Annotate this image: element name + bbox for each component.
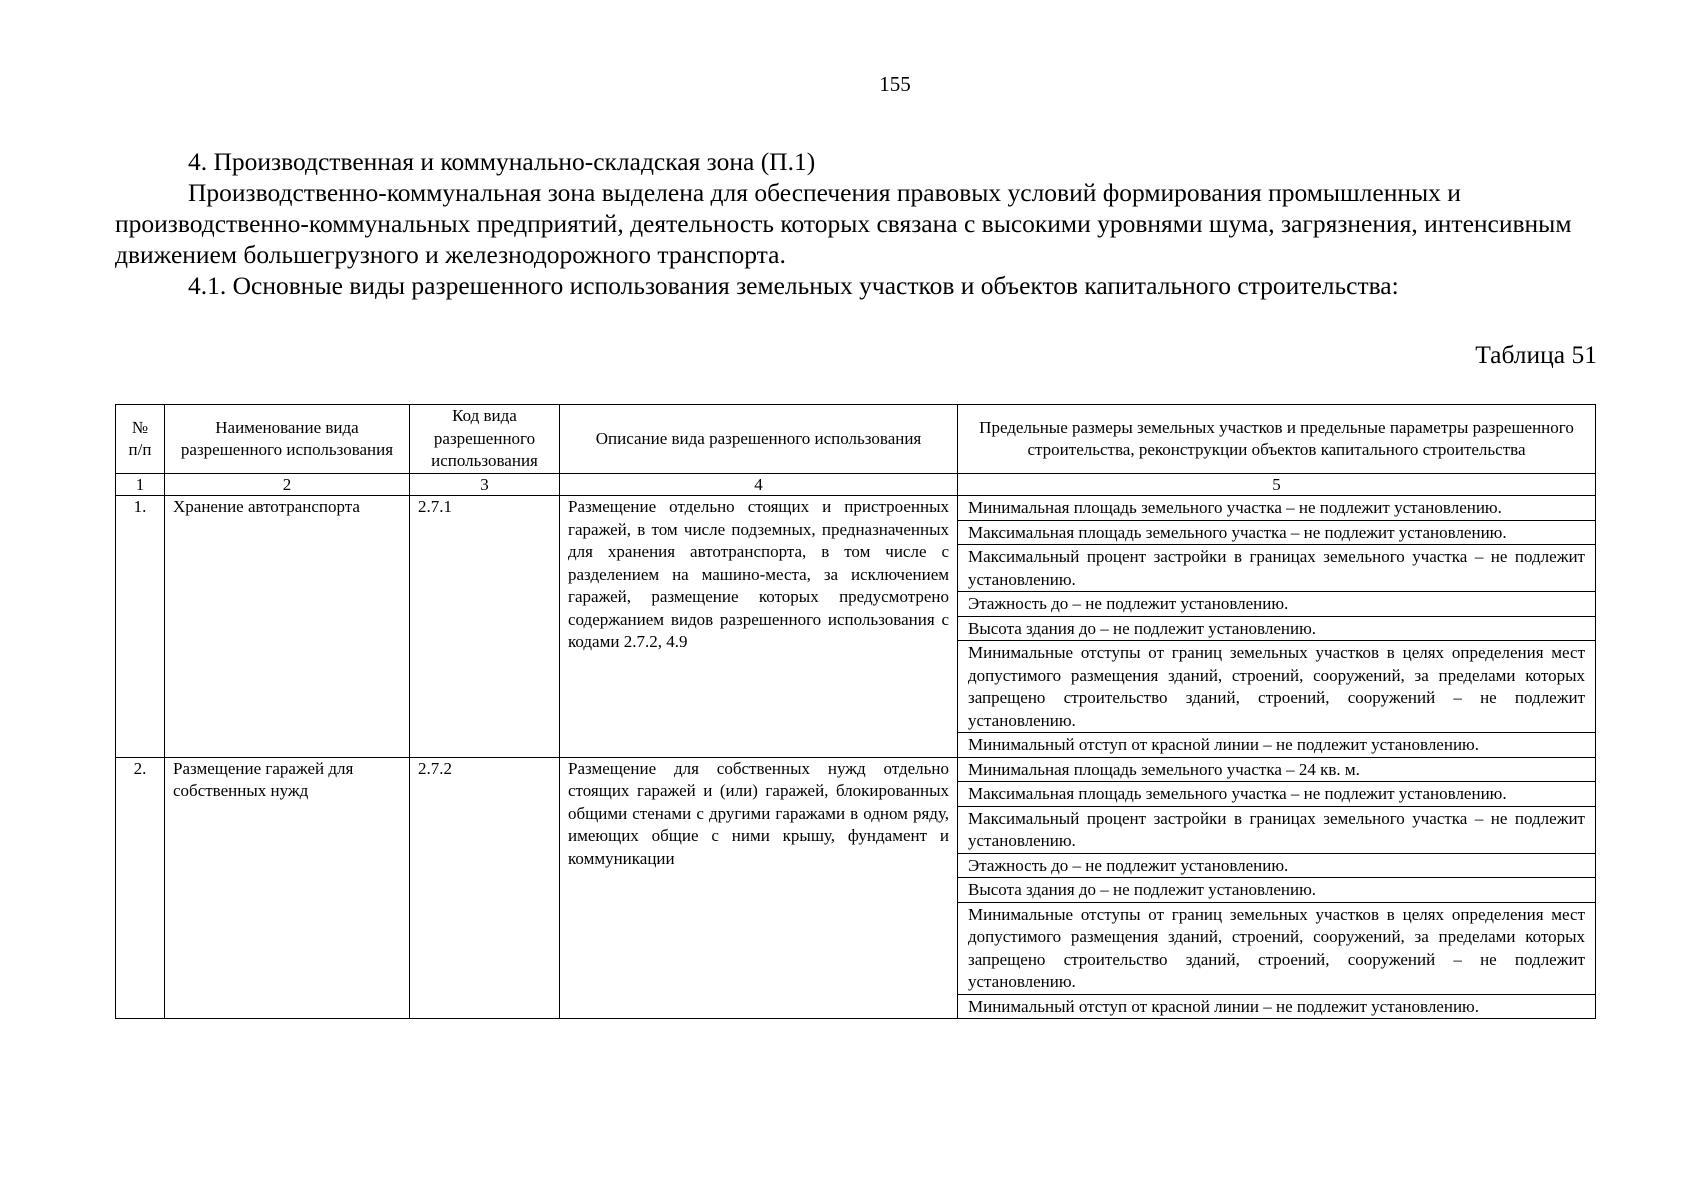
parameter-line: Максимальная площадь земельного участка – не подлежит установлению.: [958, 782, 1595, 807]
header-code: Код вида разрешенного использования: [410, 405, 560, 474]
table-caption: Таблица 51: [1475, 340, 1597, 369]
parameter-line: Минимальный отступ от красной линии – не подлежит установлению.: [968, 996, 1479, 1016]
page-number: 155: [879, 72, 911, 96]
header-number: № п/п: [116, 405, 165, 474]
column-number: 1: [116, 474, 165, 496]
parameter-line: Максимальная площадь земельного участка – не подлежит установлению.: [958, 521, 1595, 546]
parameter-line: Минимальный отступ от красной линии – не подлежит установлению.: [968, 735, 1479, 754]
subsection-heading: 4.1. Основные виды разрешенного использования земельных участков и объектов капитального строительства:: [188, 271, 1399, 300]
parameter-line: Этажность до – не подлежит установлению.: [958, 592, 1595, 617]
land-use-table: [115, 404, 1596, 1019]
section-heading: 4. Производственная и коммунально-складская зона (П.1): [188, 147, 816, 176]
header-parameters: Предельные размеры земельных участков и предельные параметры разрешенного строительства, реконструкции объектов капитального строительства: [958, 405, 1596, 474]
body-text: [115, 146, 1595, 301]
parameter-line: Минимальные отступы от границ земельных участков в целях определения мест допустимого размещения зданий, строений, сооружений, за пределами которых запрещено строительство зданий, строений, сооружений – не подлежит установлению.: [958, 641, 1595, 733]
parameter-line: Минимальная площадь земельного участка – не подлежит установлению.: [958, 496, 1595, 521]
column-number: 3: [410, 474, 560, 496]
column-number: 5: [958, 474, 1596, 496]
parameter-line: Этажность до – не подлежит установлению.: [958, 854, 1595, 879]
use-parameters: [958, 757, 1596, 1019]
parameter-line: Максимальный процент застройки в границах земельного участка – не подлежит установлению.: [958, 545, 1595, 592]
header-name: Наименование вида разрешенного использования: [165, 405, 410, 474]
parameter-line: Высота здания до – не подлежит установлению.: [958, 617, 1595, 642]
intro-paragraph: Производственно-коммунальная зона выделена для обеспечения правовых условий формирования промышленных и производственно-коммунальных предприятий, деятельность которых связана с высокими уровнями шума, загрязнения, интенсивным движением большегрузного и железнодорожного транспорта.: [115, 178, 1572, 269]
parameter-line: Минимальные отступы от границ земельных участков в целях определения мест допустимого размещения зданий, строений, сооружений, за пределами которых запрещено строительство зданий, строений, сооружений – не подлежит установлению.: [958, 903, 1595, 995]
table-header-row: [116, 405, 1596, 474]
use-description: Размещение для собственных нужд отдельно стоящих гаражей и (или) гаражей, блокированных общими стенами с другими гаражами в одном ряду, имеющих общие с ними крышу, фундамент и коммуникации: [560, 757, 958, 1019]
use-description: Размещение отдельно стоящих и пристроенных гаражей, в том числе подземных, предназначенных для хранения автотранспорта, в том числе с разделением на машино-места, за исключением гаражей, размещение которых предусмотрено содержанием видов разрешенного использования с кодами 2.7.2, 4.9: [560, 496, 958, 758]
use-code: 2.7.1: [410, 496, 560, 758]
table-row: [116, 757, 1596, 1019]
use-name: Размещение гаражей для собственных нужд: [165, 757, 410, 1019]
use-code: 2.7.2: [410, 757, 560, 1019]
column-number: 4: [560, 474, 958, 496]
row-number: 2.: [116, 757, 165, 1019]
row-number: 1.: [116, 496, 165, 758]
header-description: Описание вида разрешенного использования: [560, 405, 958, 474]
parameter-line: Высота здания до – не подлежит установлению.: [958, 878, 1595, 903]
parameter-line: Максимальный процент застройки в границах земельного участка – не подлежит установлению.: [958, 807, 1595, 854]
column-number-row: [116, 474, 1596, 496]
use-name: Хранение автотранспорта: [165, 496, 410, 758]
column-number: 2: [165, 474, 410, 496]
parameter-line: Минимальная площадь земельного участка – 24 кв. м.: [958, 758, 1595, 783]
use-parameters: [958, 496, 1596, 758]
table-row: [116, 496, 1596, 758]
